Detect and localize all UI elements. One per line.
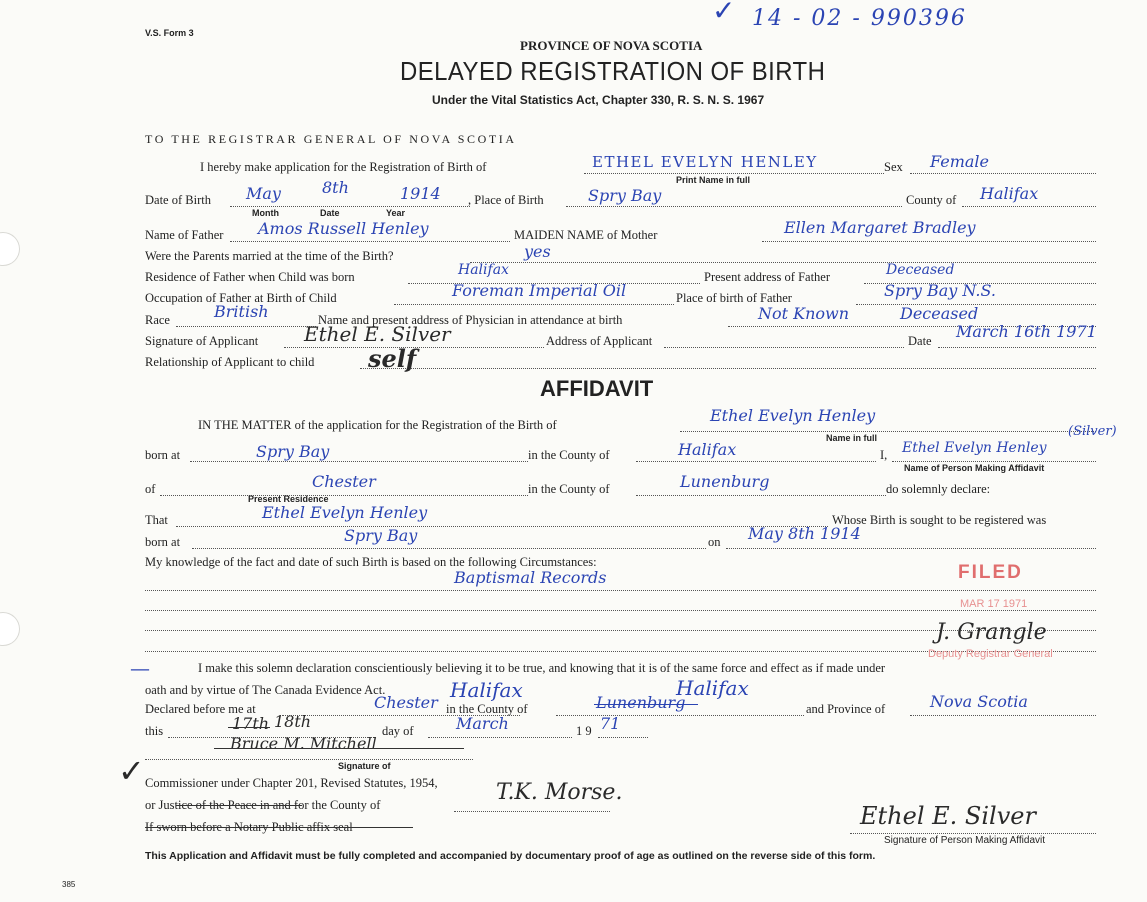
residence-value: Halifax [458,262,509,278]
form-number: 385 [62,880,76,889]
line-knowledge-2 [145,610,1096,611]
solemn-text: I make this solemn declaration conscientiously believing it to be true, and knowing that it is of the same force and effect as if made under [198,661,886,675]
affidavit-heading: AFFIDAVIT [540,376,654,401]
affiant-caption: Name of Person Making Affidavit [904,463,1045,473]
dob-day: 8th [322,178,349,197]
relationship-label: Relationship of Applicant to child [145,355,315,369]
date-caption: Date [320,208,340,218]
line-relationship [360,368,1096,369]
province-heading: PROVINCE OF NOVA SCOTIA [520,38,703,53]
knowledge-value: Baptismal Records [454,568,607,587]
strike-county [594,704,698,705]
of-county-value: Lunenburg [680,472,770,491]
father-birthplace-value: Spry Bay N.S. [884,281,996,300]
of-value: Chester [312,472,376,491]
i-label: I, [880,448,888,462]
place-value: Spry Bay [588,186,662,205]
line-occupation [394,304,674,305]
form-code: V.S. Form 3 [145,28,194,38]
line-place [566,206,902,207]
on-label: on [708,535,721,549]
oath-text: oath and by virtue of The Canada Evidence Act. [145,683,386,697]
stamp-role: Deputy Registrar General [928,648,1053,660]
of-county-label: in the County of [528,482,610,496]
race-value: British [214,302,269,321]
line-justice [454,811,610,812]
mother-label: MAIDEN NAME of Mother [514,228,658,242]
whose-birth-label: Whose Birth is sought to be registered was [832,513,1047,527]
place-label: , Place of Birth [468,193,544,207]
year-prefix: 1 9 [576,724,592,738]
knowledge-label: My knowledge of the fact and date of such Birth is based on the following Circumstances: [145,555,597,569]
father-value: Amos Russell Henley [258,219,429,238]
line-dob [230,206,470,207]
strike-justice [176,805,302,806]
father-label: Name of Father [145,228,224,242]
form-title: DELAYED REGISTRATION OF BIRTH [400,56,826,86]
affiant-value: Ethel Evelyn Henley [902,440,1047,456]
line-addr-applicant [664,347,904,348]
this-value: 18th [274,712,312,731]
child-name-value: ETHEL EVELYN HENLEY [592,153,818,171]
punch-hole-top [0,232,20,266]
matter-value: Ethel Evelyn Henley [710,406,876,425]
filed-stamp: FILED [958,562,1023,583]
this-label: this [145,724,164,738]
line-race [176,326,316,327]
residence-label: Residence of Father when Child was born [145,270,355,284]
on-value: May 8th 1914 [748,524,861,543]
big-check-mark: ✓ [118,752,145,790]
this-struck: 17th [232,714,270,733]
province-label: and Province of [806,702,886,716]
date-label: Date [908,334,932,348]
residence-caption: Present Residence [248,494,329,504]
declared-place-1: Halifax [450,678,523,702]
declared-county-label: in the County of [446,702,528,716]
line-declared-county [556,715,804,716]
struck-signature: Bruce M. Mitchell [230,734,377,753]
father-birthplace-label: Place of birth of Father [676,291,792,305]
sex-value: Female [930,152,989,171]
declared-value: Chester [374,693,438,712]
day-of-value: March [456,714,509,733]
stamp-date: MAR 17 1971 [960,598,1028,610]
intro-label: I hereby make application for the Registration of Birth of [200,160,487,174]
married-label: Were the Parents married at the time of the Birth? [145,249,394,263]
day-of-label: day of [382,724,414,738]
line-day-of [428,737,572,738]
born-at-value: Spry Bay [256,442,330,461]
line-matter [680,431,1096,432]
margin-mark: — [130,656,150,680]
addr-applicant-label: Address of Applicant [546,334,653,348]
line-date [938,347,1096,348]
race-label: Race [145,313,170,327]
occupation-label: Occupation of Father at Birth of Child [145,291,337,305]
line-father [230,241,510,242]
check-mark: ✓ [712,0,736,27]
person-signature: Ethel E. Silver [860,802,1036,830]
of-label: of [145,482,156,496]
that-label: That [145,513,168,527]
file-number: 14 - 02 - 990396 [752,6,967,31]
declare-label: do solemnly declare: [886,482,991,496]
born-at-label: born at [145,448,181,462]
born-at2-value: Spry Bay [344,526,418,545]
strike-notary [145,827,413,828]
justice-label: or Justice of the Peace in and for the County of [145,798,381,812]
mother-value: Ellen Margaret Bradley [784,218,976,237]
line-knowledge-1 [145,590,1096,591]
born-at2-label: born at [145,535,181,549]
matter-caption: Name in full [826,433,878,443]
footer-note: This Application and Affidavit must be fully completed and accompanied by documentary proof of age as outlined on the reverse side of this form. [145,850,876,862]
present-addr-value: Deceased [886,262,955,278]
line-of [160,495,528,496]
line-on [726,548,1096,549]
affiant-extra: (Silver) [1068,424,1117,439]
year-value: 71 [600,714,621,733]
name-caption: Print Name in full [676,175,751,185]
county-value-affidavit: Halifax [678,440,737,459]
line-affiant [892,461,1096,462]
married-value: yes [524,242,551,261]
notary-label: If sworn before a Notary Public affix seal [145,820,353,834]
dob-year: 1914 [400,184,441,203]
line-sex [910,173,1096,174]
relationship-value: self [368,344,417,373]
declared-county-value: Halifax [676,676,749,700]
line-mother [762,241,1096,242]
line-signature [145,759,473,760]
county-value: Halifax [980,184,1039,203]
declared-label: Declared before me at [145,702,256,716]
line-county-affidavit [636,461,876,462]
dob-label: Date of Birth [145,193,211,207]
addressee: TO THE REGISTRAR GENERAL OF NOVA SCOTIA [145,132,517,146]
strike-this [228,727,270,728]
line-born-at2 [192,548,706,549]
matter-label: IN THE MATTER of the application for the Registration of the Birth of [198,418,557,432]
month-caption: Month [252,208,279,218]
sig-label: Signature of Applicant [145,334,259,348]
county-label: County of [906,193,957,207]
commissioner-signature: T.K. Morse. [496,780,623,805]
sex-label: Sex [884,160,903,174]
punch-hole-bottom [0,612,20,646]
line-born-at [190,461,528,462]
year-caption: Year [386,208,406,218]
commissioner-label: Commissioner under Chapter 201, Revised Statutes, 1954, [145,776,438,790]
declared-county-struck: Lunenburg [596,693,686,712]
line-that [176,526,828,527]
line-year [598,737,648,738]
line-name [584,173,884,174]
strike-signature [214,748,464,749]
province-value: Nova Scotia [930,692,1028,711]
county-label-affidavit: in the County of [528,448,610,462]
line-person-signature [850,833,1096,834]
sig-of-caption: Signature of [338,761,391,771]
dob-month: May [246,184,281,203]
physician-label: Name and present address of Physician in attendance at birth [318,313,623,327]
date-value: March 16th 1971 [956,322,1097,341]
line-of-county [636,495,886,496]
registrar-signature: J. Grangle [936,620,1047,645]
physician-status: Deceased [900,304,979,323]
physician-value: Not Known [758,304,850,323]
applicant-signature: Ethel E. Silver [304,322,451,346]
occupation-value: Foreman Imperial Oil [452,281,627,300]
line-province [910,715,1096,716]
that-value: Ethel Evelyn Henley [262,503,428,522]
present-addr-label: Present address of Father [704,270,831,284]
person-caption: Signature of Person Making Affidavit [884,835,1046,846]
line-married [470,262,1096,263]
form-subtitle: Under the Vital Statistics Act, Chapter 330, R. S. N. S. 1967 [432,93,765,107]
line-county [962,206,1096,207]
